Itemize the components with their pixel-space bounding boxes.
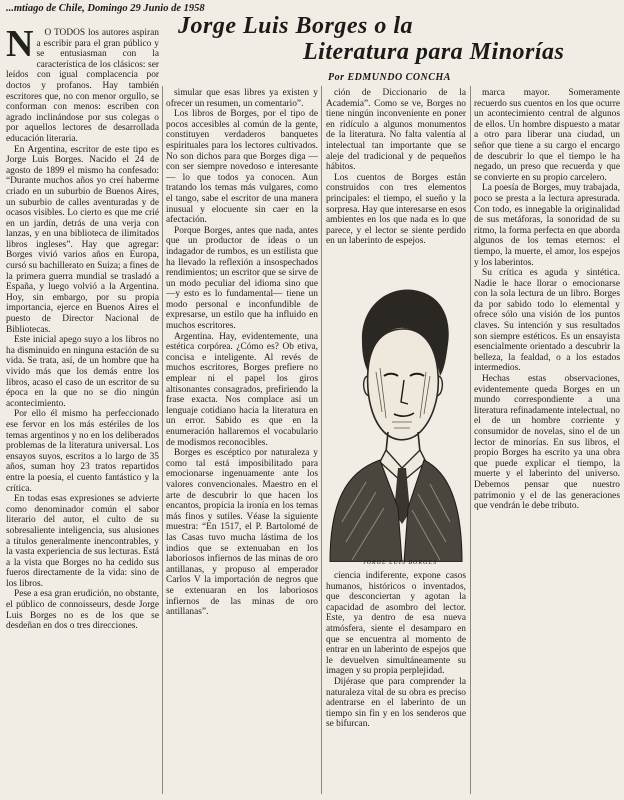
column-divider (470, 86, 471, 794)
paragraph: Argentina. Hay, evidentemente, una estética corpórea. ¿Cómo es? Ob etiva, concisa e inteligente. Al revés de muchos escritores, Borges prefiere no emplear ni el papel los giros altisonantes consagrados, prefiriendo la frase exacta. Nos complace así un lenguaje cotidiano hacia la literatura en un error. Sabido es que en la enumeración hallaremos el vocabulario de modismos reconocibles. (166, 331, 318, 448)
newspaper-masthead: ...mtiago de Chile, Domingo 29 Junio de 1958 (6, 3, 205, 14)
paragraph: N O TODOS los autores aspiran a escribir para el gran público y se entusiasman con la característica de los clásicos: ser leídos con igual complacencia por doctos y profanos. Hay también escritores que, no con menor orgullo, se conforman con menos: escriben con agrado inclinándose por sus colegas o por aquellos lectores de desarrollada educación literaria. (6, 28, 159, 144)
drop-cap: N (6, 28, 34, 65)
paragraph: Los cuentos de Borges están construidos con tres elementos principales: el tiempo, el sueño y la sorpresa. Hay que interesarse en esos ambientes en los que nada es lo que parece, y el lector se siente perdido en un laberinto de espejos. (326, 172, 466, 247)
article-column-4 (474, 88, 620, 794)
paragraph: Dijérase que para comprender la naturaleza vital de su obra es preciso adentrarse en el laberinto de un tiempo sin fin y en los senderos que se bifurcan. (326, 676, 466, 730)
column-divider (162, 86, 163, 794)
paragraph: ciencia indiferente, expone casos humanos, históricos o inventados, que desconciertan y agotan la capacidad de asombro del lector. Este, ya dentro de esa nueva atmósfera, siente el desamparo en que se encuentra al momento de entrar en un laberinto de espejos que le devuelven simultáneamente su imagen y su propia perplejidad. (326, 571, 466, 677)
article-column-3-bottom (326, 571, 466, 794)
headline-line-2: Literatura para Minorías (303, 39, 565, 65)
paragraph: Porque Borges, antes que nada, antes que un productor de ideas o un indagador de rumbos, es un estilista que ha llevado la reflexión a insospechados rendimientos; un escritor que se sirve de un modo peculiar del idioma sino que —y esto es lo fundamental— tiene un modo personal e inconfundible de expresarse, un estilo que ha influido en muchos escritores. (166, 225, 318, 332)
paragraph: marca mayor. Someramente recuerdo sus cuentos en los que ocurre un acontecimiento central de algunos de ellos. Un hombre dispuesto a matar a otro para liberar una ciudad, un señor que tiene a su cargo el encargo de descubrir lo que el tiempo le ha negado, un preso que recuerda y que se convierte en su propio carcelero. (474, 88, 620, 183)
paragraph: En todas esas expresiones se advierte como denominador común el sabor literario del autor, el culto de su sobresaliente inteligencia, sus alusiones a títulos generalmente inencontrables, y la vasta experiencia de sus lecturas. Está a la vista que Borges no ha cedido sus fueros directamente de la vida: sino de los libros. (6, 494, 159, 589)
paragraph: ción de Diccionario de la Academia”. Como se ve, Borges no tiene ningún inconveniente en poner en ridículo a algunos monumentos de la literatura. No falta valentía al intelectual tan importante que se aleje del tradicional y de pequeños hábitos. (326, 88, 466, 173)
headline-line-1: Jorge Luis Borges o la (178, 13, 414, 39)
paragraph: Los libros de Borges, por el tipo de pocos accesibles al común de la gente, constituyen verdaderos banquetes espirituales para los lectores cultivados. No son dichos para que Borges diga —con ser siempre novedoso e interesante— lo que todos ya conocen. Aun tratando los temas más vulgares, como el tango, sabe el escritor de una manera inusual y elocuente sin caer en la afectación. (166, 109, 318, 226)
article-column-1 (6, 28, 159, 794)
paragraph: Su crítica es aguda y sintética. Nadie le hace llorar o emocionarse con la sola lectura de un libro. Borges da por sabido todo lo elemental y ofrece sólo una visión de los puntos claves. Su intención y sus resultados son siempre estéticos. Es un ensayista esencialmente orientado a descubrir la belleza, la fealdad, o a los estados intermedios. (474, 268, 620, 374)
paragraph: Pese a esa gran erudición, no obstante, el público de connoisseurs, desde Jorge Luis Borges no es de los que se desdeñan en dos o tres direcciones. (6, 589, 159, 632)
borges-portrait-illustration (322, 272, 470, 562)
paragraph: simular que esas libres ya existen y ofrecer un resumen, un comentario”. (166, 88, 318, 109)
paragraph: Borges es escéptico por naturaleza y como tal está imposibilitado para emocionarse ingenuamente ante los valores convencionales. Maestro en el arte de descubrir lo que hacen los encantos, propicia la ironía en los temas más finos y sutiles. Véase la siguiente muestra: “En 1517, el P. Bartolomé de las Casas tuvo mucha lástima de los indios que se extenuaban en los laboriosos infiernos de las minas de oro antillanas, y propuso al emperador Carlos V la importación de negros que se extenuaran en los laboriosos infiernos de las minas de oro antillanas”. (166, 448, 318, 618)
article-headline (168, 14, 618, 66)
paragraph: En Argentina, escritor de este tipo es Jorge Luis Borges. Nacido el 24 de agosto de 1899 el mismo ha confesado: “Durante muchos años yo creí haberme criado en un suburbio de Buenos Aires, un suburbio de calles aventuradas y de ocasos visibles. Lo cierto es que me crié en un jardín, detrás de una verja con lanzas, y en una biblioteca de ilimitados libros ingleses”. Hay que agregar: Borges vivió varios años en Europa, cursó su bachillerato en Suiza; a fines de la primera guerra mundial se trasladó a España, y luego volvió a la Argentina. Hoy, sin embargo, por su propia importancia, ejerce en Buenos Aires el puesto de Director Nacional de Bibliotecas. (6, 144, 159, 335)
paragraph: Este inicial apego suyo a los libros no ha disminuido en ninguna estación de su vida. Se trata, así, de un hombre que ha vivido más que los demás entre los libros, acaso el caso de un escritor de su época en la que no se dio ningún acontecimiento. (6, 335, 159, 409)
paragraph: Hechas estas observaciones, evidentemente queda Borges en un mundo correspondiente a una literatura refinadamente intelectual, no el de un hombre corriente y consumidor de novelas, sino el de un lector de minorías. En sus libros, el propio Borges ha escrito ya una obra que puede explicar el tiempo, la muerte y el laberinto del universo. Debemos pensar que nuestro patrimonio y el de las generaciones que vendrán le debe tributo. (474, 374, 620, 512)
article-column-2 (166, 88, 318, 794)
paragraph: Por ello él mismo ha perfeccionado ese fervor en los más estériles de los temas argentinos y no en los deliberados problemas de la literatura universal. Los ensayos suyos, escritos a lo largo de 35 años, suman hoy 23 tratos repartidos entre la poesía, el cuento fantástico y la crítica. (6, 409, 159, 494)
article-byline: Por EDMUNDO CONCHA (328, 72, 451, 83)
paragraph: La poesía de Borges, muy trabajada, poco se presta a la lectura apresurada. Con todo, es innegable la originalidad de sus metáforas, la sonoridad de su ritmo, la forma perfecta en que aborda algunos de los temas eternos: el tiempo, la muerte, el amor, los espejos y los laberintos. (474, 183, 620, 268)
portrait-caption: JORGE LUIS BORGES (363, 560, 437, 566)
article-column-3-top (326, 88, 466, 268)
